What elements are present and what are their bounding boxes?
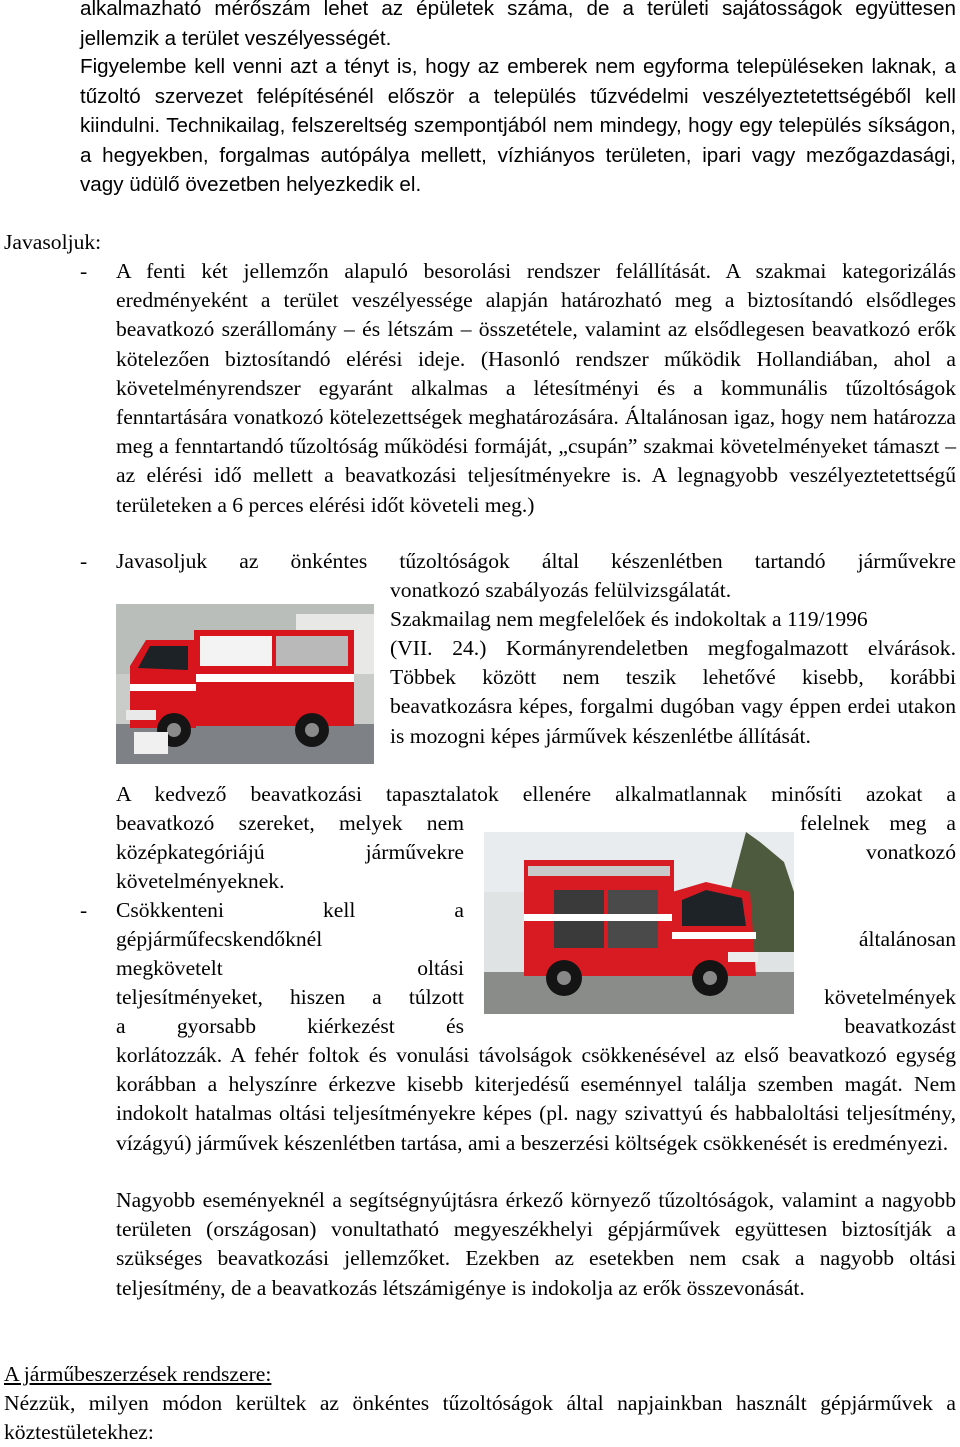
- item3-left-3: megkövetelt oltási: [116, 956, 464, 980]
- list-dash: -: [80, 549, 88, 573]
- recommendation-2-line-3: Szakmailag nem megfelelőek és indokoltak a 119/1996: [390, 607, 868, 631]
- section-heading-jarmubeszerzes: A járműbeszerzések rendszere:: [4, 1362, 272, 1386]
- recommendation-2-text: (VII. 24.) Kormányrendeletben megfogalmazott elvárások. Többek között nem teszik lehetővé kisebb, korábbi beavatkozásra képes, forgalmi dugóban vagy éppen erdei utakon is mozogni képes járművek készenlétbe állítását.: [390, 636, 956, 748]
- list-dash: -: [80, 259, 88, 283]
- jarmubeszerzes-text: Nézzük, milyen módon kerültek az önkéntes tűzoltóságok által napjainkban használt gépjárművek a köztestületekhez:: [4, 1391, 956, 1445]
- recommendation-2-line-1: Javasoljuk az önkéntes tűzoltóságok által készenlétben tartandó járművekre: [116, 549, 956, 573]
- kedvezo-left-2: középkategóriájú járművekre: [116, 840, 464, 864]
- kedvezo-right-1: felelnek meg a: [800, 811, 956, 835]
- kedvezo-left-1: beavatkozó szereket, melyek nem: [116, 811, 464, 835]
- nagyobb-paragraph: Nagyobb eseményeknél a segítségnyújtásra érkező környező tűzoltóságok, valamint a nagyobb területen (országosan) vonultatható megyeszékhelyi gépjárművek együttesen biztosítják a szükséges beavatkozási jellemzőket. Ezekben az esetekben nem csak a nagyobb oltási teljesítmény, de a beavatkozás létszámigénye is indokolja az erők összevonását.: [116, 1188, 956, 1300]
- item3-left-1: Csökkenteni kell a: [116, 898, 464, 922]
- kedvezo-left-3: követelményeknek.: [116, 869, 285, 893]
- item3-continuation: korlátozzák. A fehér foltok és vonulási távolságok csökkenésével az első beavatkozó egység korábban a helyszínre érkezve kisebb kiterjedésű eseménnyel találja szemben magát. Nem indokolt hatalmas oltási teljesítményekre képes (pl. nagy szivattyú és habbaloltási teljesítmény, vízágyú) járművek készenlétben tartása, ami a beszerzési költségek csökkenését is eredményezi.: [116, 1043, 956, 1155]
- item3-left-2: gépjárműfecskendőknél: [116, 927, 323, 951]
- javasoljuk-heading: Javasoljuk:: [4, 230, 102, 254]
- item3-right-3: beavatkozást: [844, 1014, 956, 1038]
- item3-left-4: teljesítményeket, hiszen a túlzott: [116, 985, 464, 1009]
- item3-right-1: általánosan: [858, 927, 956, 951]
- fire-truck-photo-1: [116, 604, 374, 764]
- recommendation-1: A fenti két jellemzőn alapuló besorolási rendszer felállítását. A szakmai kategorizálás eredményeként a terület veszélyessége alapján határozható meg a biztosítandó elsődleges beavatkozó szerállomány – és létszám – összetétele, valamint az elsődlegesen beavatkozó erők kötelezően biztosítandó elérési ideje. (Hasonló rendszer működik Hollandiában, ahol a követelményrendszer egyaránt alkalmas a létesítményi és a kommunális tűzoltóságok fenntartására vonatkozó kötelezettségek meghatározására. Általánosan igaz, hogy nem határozza meg a fenntartandó tűzoltóság működési formáját, „csupán” szakmai követelményeket támaszt – az elérési idő mellett a beavatkozási teljesítményekre is. A legnagyobb veszélyeztetettségű területeken a 6 perces elérési időt követeli meg.): [116, 259, 956, 517]
- intro-paragraph-1: alkalmazható mérőszám lehet az épületek száma, de a területi sajátosságok együttesen jellemzik a terület veszélyességét.: [80, 0, 956, 50]
- item3-left-5: a gyorsabb kiérkezést és: [116, 1014, 464, 1038]
- intro-paragraph-2: Figyelembe kell venni azt a tényt is, hogy az emberek nem egyforma településeken laknak, a tűzoltó szervezet felépítésénél először a település tűzvédelmi veszélyeztetettségéből kell kiindulni. Technikailag, felszereltség szempontjából nem mindegy, hogy egy település síkságon, a hegyekben, forgalmas autópálya mellett, vízhiányos területen, ipari vagy mezőgazdasági, vagy üdülő övezetben helyezkedik el.: [80, 55, 956, 196]
- item3-right-2: követelmények: [824, 985, 956, 1009]
- list-dash: -: [80, 898, 88, 922]
- recommendation-2-line-2: vonatkozó szabályozás felülvizsgálatát.: [390, 578, 732, 602]
- kedvezo-line-1: A kedvező beavatkozási tapasztalatok ellenére alkalmatlannak minősíti azokat a: [116, 782, 956, 806]
- kedvezo-right-2: vonatkozó: [866, 840, 956, 864]
- fire-truck-photo-2: [484, 832, 794, 1014]
